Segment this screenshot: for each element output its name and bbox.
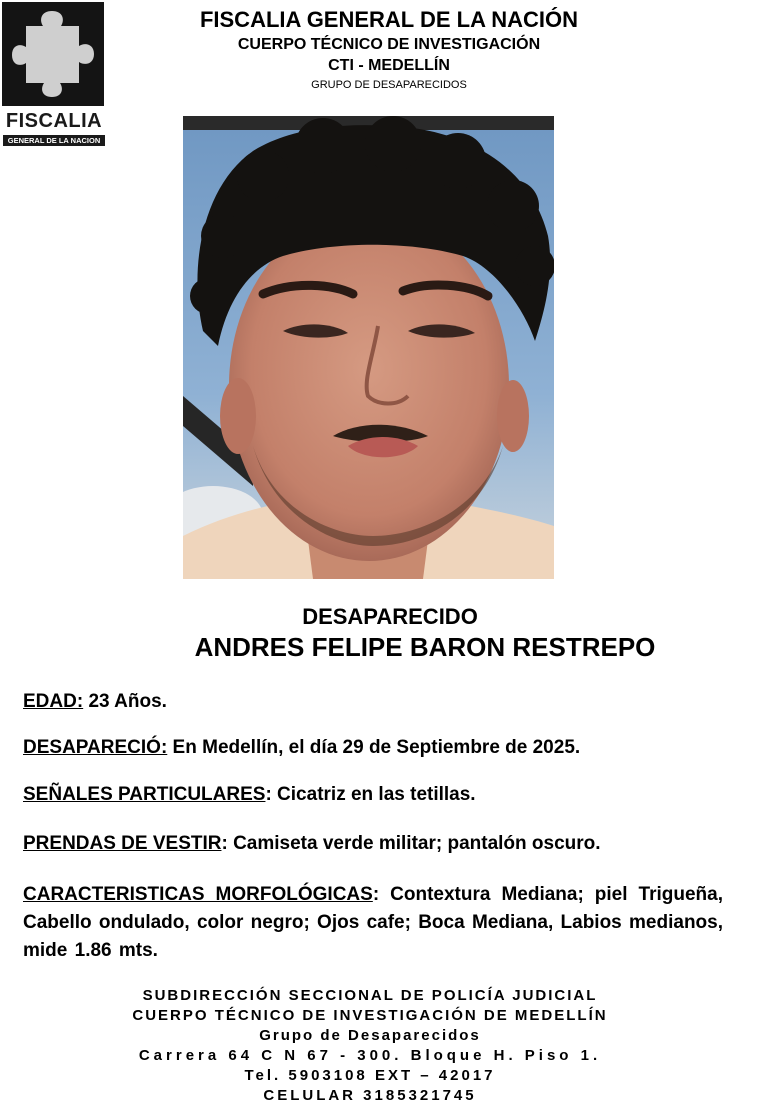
header-office: CTI - MEDELLÍN [328, 57, 450, 74]
footer-line-3: Grupo de Desaparecidos [259, 1027, 481, 1044]
logo-subtitle: GENERAL DE LA NACION [3, 135, 105, 146]
age-field [23, 688, 723, 716]
header-subtitle: CUERPO TÉCNICO DE INVESTIGACIÓN [237, 36, 541, 53]
age-label: EDAD: [23, 691, 84, 712]
missing-person-photo [183, 116, 554, 579]
footer-address: Carrera 64 C N 67 - 300. Bloque H. Piso 1. [138, 1047, 602, 1064]
person-name: ANDRES FELIPE BARON RESTREPO [194, 632, 656, 662]
status-heading: DESAPARECIDO [302, 604, 478, 629]
clothing-value: : Camiseta verde militar; pantalón oscuro. [221, 833, 601, 854]
header-title: FISCALIA GENERAL DE LA NACIÓN [199, 7, 579, 32]
disappeared-field [23, 734, 723, 762]
header-group: GRUPO DE DESAPARECIDOS [311, 79, 467, 91]
footer-mobile: CELULAR 3185321745 [263, 1087, 477, 1104]
clothing-field [23, 830, 723, 858]
footer-line-1: SUBDIRECCIÓN SECCIONAL DE POLICÍA JUDICIAL [142, 987, 598, 1004]
fiscalia-logo [2, 2, 104, 145]
puzzle-piece-icon [2, 2, 104, 106]
morphology-label: CARACTERISTICAS MORFOLÓGICAS [23, 884, 373, 905]
footer-phone: Tel. 5903108 EXT – 42017 [244, 1067, 496, 1084]
marks-value: : Cicatriz en las tetillas. [265, 784, 476, 805]
disappeared-value: En Medellín, el día 29 de Septiembre de 2025. [167, 737, 581, 758]
marks-field [23, 781, 723, 809]
morphology-field [23, 881, 723, 965]
disappeared-label: DESAPARECIÓ: [23, 737, 168, 758]
footer-line-2: CUERPO TÉCNICO DE INVESTIGACIÓN DE MEDELLÍN [132, 1007, 608, 1024]
logo-name: FISCALIA [5, 110, 103, 132]
morphology-value: : Contextura Mediana; piel Trigueña, Cabello ondulado, color negro; Ojos cafe; Boca Mediana, Labios medianos, mide 1.86 mts. [23, 884, 723, 961]
age-value: 23 Años. [83, 691, 167, 712]
clothing-label: PRENDAS DE VESTIR [23, 833, 222, 854]
marks-label: SEÑALES PARTICULARES [23, 784, 266, 805]
